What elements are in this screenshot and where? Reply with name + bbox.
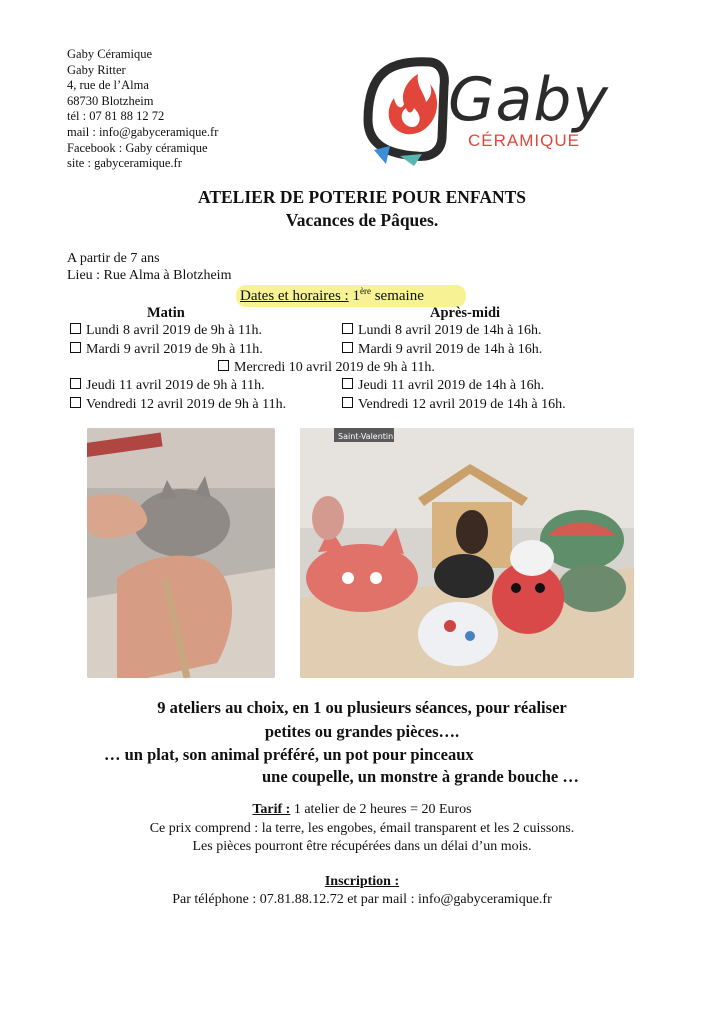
checkbox-icon[interactable] (342, 397, 353, 408)
age-info: A partir de 7 ans (67, 251, 160, 266)
tarif-value: 1 atelier de 2 heures = 20 Euros (290, 802, 472, 817)
morning-slot-2[interactable] (70, 342, 263, 358)
dates-heading (240, 286, 424, 305)
tarif-line (0, 802, 724, 818)
morning-slot-4[interactable] (70, 397, 286, 413)
contact-block (67, 47, 218, 172)
checkbox-icon[interactable] (342, 323, 353, 334)
morning-slot-label: Vendredi 12 avril 2019 de 9h à 11h. (86, 397, 287, 412)
svg-text:Gaby: Gaby (448, 65, 609, 135)
promo-line-2: petites ou grandes pièces…. (264, 722, 460, 741)
afternoon-slot-label: Jeudi 11 avril 2019 de 14h à 16h. (358, 378, 545, 393)
dates-heading-num: 1 (348, 288, 360, 304)
contact-mail: mail : info@gabyceramique.fr (67, 124, 219, 139)
page-subtitle: Vacances de Pâques. (285, 210, 439, 230)
morning-header: Matin (147, 305, 185, 321)
afternoon-slot-label: Lundi 8 avril 2019 de 14h à 16h. (358, 323, 542, 338)
morning-slot-label: Mardi 9 avril 2019 de 9h à 11h. (86, 342, 263, 357)
morning-slot-3[interactable] (70, 378, 265, 394)
clay-hands-photo (87, 428, 275, 678)
contact-street: 4, rue de l’Alma (67, 78, 149, 93)
checkbox-icon[interactable] (218, 360, 229, 371)
dates-heading-rest: semaine (370, 288, 424, 304)
checkbox-icon[interactable] (70, 342, 81, 353)
contact-phone: tél : 07 81 88 12 72 (67, 109, 165, 124)
promo-line-4: une coupelle, un monstre à grande bouche … (262, 767, 579, 786)
ceramics-photo (300, 428, 634, 678)
logo-mark-icon (360, 42, 650, 172)
morning-slot-label: Jeudi 11 avril 2019 de 9h à 11h. (86, 378, 265, 393)
dates-heading-sup: ère (359, 286, 371, 296)
afternoon-header: Après-midi (430, 305, 501, 321)
afternoon-slot-label: Mardi 9 avril 2019 de 14h à 16h. (358, 342, 543, 357)
tarif-details: Ce prix comprend : la terre, les engobes, émail transparent et les 2 cuissons. (149, 821, 575, 836)
place-info: Lieu : Rue Alma à Blotzheim (67, 268, 232, 283)
svg-text:CÉRAMIQUE: CÉRAMIQUE (468, 131, 580, 150)
tarif-label: Tarif : (252, 802, 291, 817)
afternoon-slot-label: Vendredi 12 avril 2019 de 14h à 16h. (358, 397, 566, 412)
contact-name: Gaby Céramique (67, 47, 153, 61)
afternoon-slot-1[interactable] (342, 323, 542, 339)
gaby-ceramique-logo (360, 42, 650, 172)
dates-heading-label: Dates et horaires : (240, 288, 349, 304)
promo-line-3: … un plat, son animal préféré, un pot pour pinceaux (104, 745, 474, 764)
inscription-label: Inscription : (324, 874, 400, 889)
photo-sign-text: Saint-Valentin (338, 432, 394, 441)
contact-person: Gaby Ritter (67, 62, 126, 77)
wednesday-slot-label: Mercredi 10 avril 2019 de 9h à 11h. (234, 360, 435, 375)
checkbox-icon[interactable] (70, 323, 81, 334)
checkbox-icon[interactable] (342, 342, 353, 353)
checkbox-icon[interactable] (342, 378, 353, 389)
contact-city: 68730 Blotzheim (67, 93, 154, 108)
contact-facebook: Facebook : Gaby céramique (67, 140, 208, 155)
morning-slot-label: Lundi 8 avril 2019 de 9h à 11h. (86, 323, 263, 338)
tarif-pickup: Les pièces pourront être récupérées dans un délai d’un mois. (192, 839, 532, 854)
checkbox-icon[interactable] (70, 378, 81, 389)
afternoon-slot-2[interactable] (342, 342, 542, 358)
afternoon-slot-4[interactable] (342, 397, 566, 413)
promo-line-1: 9 ateliers au choix, en 1 ou plusieurs séances, pour réaliser (157, 698, 567, 717)
contact-site: site : gabyceramique.fr (67, 156, 182, 171)
inscription-contact: Par téléphone : 07.81.88.12.72 et par mail : info@gabyceramique.fr (172, 892, 552, 907)
afternoon-slot-3[interactable] (342, 378, 544, 394)
wednesday-slot[interactable] (218, 360, 435, 376)
checkbox-icon[interactable] (70, 397, 81, 408)
morning-slot-1[interactable] (70, 323, 262, 339)
page-title: ATELIER DE POTERIE POUR ENFANTS (197, 187, 526, 207)
